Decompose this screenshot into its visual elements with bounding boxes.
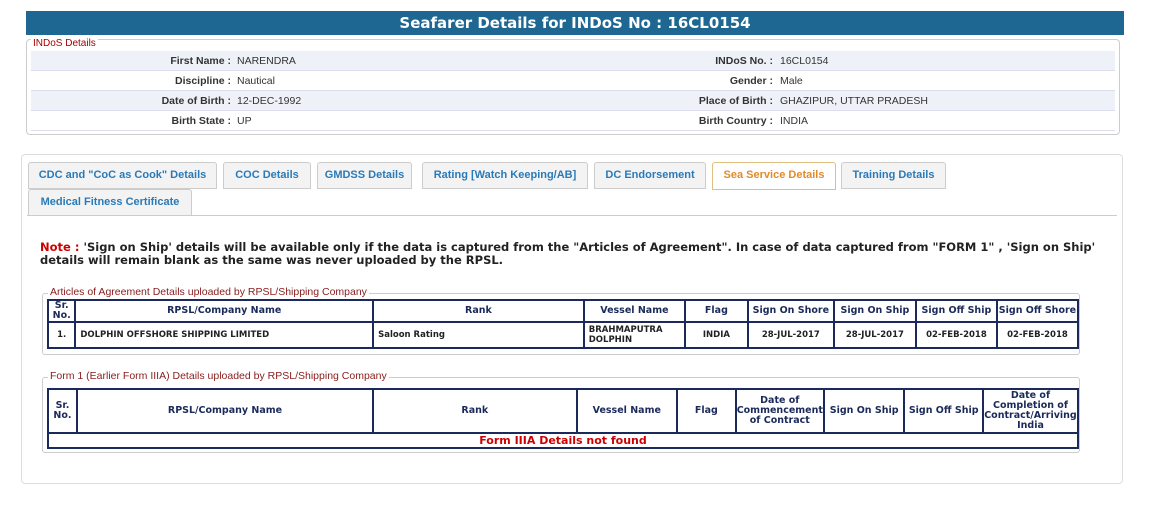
table-row xyxy=(48,433,1078,448)
articles-table xyxy=(47,299,1079,349)
first-name-value: NARENDRA xyxy=(237,55,296,67)
birth-state-label: Birth State : xyxy=(171,115,231,127)
page-title: Seafarer Details for INDoS No : 16CL0154 xyxy=(26,11,1124,35)
col-date-commencement: Date of Commencement of Contract xyxy=(736,389,824,433)
tab-rating[interactable]: Rating [Watch Keeping/AB] xyxy=(422,162,588,189)
cell-sign-off-shore: 02-FEB-2018 xyxy=(997,322,1078,348)
col-rank: Rank xyxy=(373,300,584,322)
col-vessel: Vessel Name xyxy=(584,300,685,322)
note xyxy=(40,241,1108,267)
table-header-row xyxy=(48,389,1078,433)
col-sign-off-ship: Sign Off Ship xyxy=(904,389,983,433)
cell-sign-on-ship: 28-JUL-2017 xyxy=(834,322,916,348)
detail-row xyxy=(31,111,1115,131)
col-sign-off-shore: Sign Off Shore xyxy=(997,300,1078,322)
tab-medical-fitness[interactable]: Medical Fitness Certificate xyxy=(28,189,192,216)
cell-company: DOLPHIN OFFSHORE SHIPPING LIMITED xyxy=(75,322,373,348)
detail-row xyxy=(31,51,1115,71)
col-sr-no: Sr. No. xyxy=(48,389,77,433)
col-sign-off-ship: Sign Off Ship xyxy=(916,300,997,322)
dob-value: 12-DEC-1992 xyxy=(237,95,302,107)
place-of-birth-label: Place of Birth : xyxy=(698,95,773,107)
col-vessel: Vessel Name xyxy=(577,389,677,433)
cell-vessel: BRAHMAPUTRA DOLPHIN xyxy=(584,322,685,348)
note-label: Note : xyxy=(40,240,80,254)
cell-flag: INDIA xyxy=(685,322,748,348)
col-sr-no: Sr. No. xyxy=(48,300,75,322)
gender-value: Male xyxy=(780,75,803,87)
tab-gmdss[interactable]: GMDSS Details xyxy=(317,162,412,189)
form1-legend: Form 1 (Earlier Form IIIA) Details uploaded by RPSL/Shipping Company xyxy=(50,370,387,382)
birth-country-value: INDIA xyxy=(780,115,809,127)
birth-state-value: UP xyxy=(237,115,252,127)
dob-label: Date of Birth : xyxy=(161,95,231,107)
tab-dc-endorsement[interactable]: DC Endorsement xyxy=(594,162,706,189)
tab-sea-service[interactable]: Sea Service Details xyxy=(712,162,836,190)
tab-cdc-coc-cook[interactable]: CDC and "CoC as Cook" Details xyxy=(28,162,217,189)
col-sign-on-ship: Sign On Ship xyxy=(834,300,916,322)
col-flag: Flag xyxy=(685,300,748,322)
articles-fieldset xyxy=(42,286,1080,355)
col-rank: Rank xyxy=(373,389,576,433)
first-name-label: First Name : xyxy=(170,55,231,67)
articles-legend: Articles of Agreement Details uploaded by RPSL/Shipping Company xyxy=(50,286,367,298)
cell-sign-off-ship: 02-FEB-2018 xyxy=(916,322,997,348)
birth-country-label: Birth Country : xyxy=(698,115,773,127)
cell-sign-on-shore: 28-JUL-2017 xyxy=(748,322,834,348)
col-sign-on-shore: Sign On Shore xyxy=(748,300,834,322)
gender-label: Gender : xyxy=(729,75,773,87)
empty-message: Form IIIA Details not found xyxy=(48,433,1078,448)
form1-fieldset xyxy=(42,370,1080,453)
table-header-row xyxy=(48,300,1078,322)
tab-coc[interactable]: COC Details xyxy=(223,162,311,189)
detail-row xyxy=(31,71,1115,91)
discipline-value: Nautical xyxy=(237,75,275,87)
form1-table xyxy=(47,388,1079,449)
indos-no-label: INDoS No. : xyxy=(715,55,773,67)
cell-rank: Saloon Rating xyxy=(373,322,584,348)
col-flag: Flag xyxy=(677,389,736,433)
table-row xyxy=(48,322,1078,348)
indos-legend: INDoS Details xyxy=(33,38,96,49)
col-sign-on-ship: Sign On Ship xyxy=(824,389,905,433)
detail-row xyxy=(31,91,1115,111)
note-text: 'Sign on Ship' details will be available only if the data is captured from the "Articles of Agreement". In case of data captured from "FORM 1" , 'Sign on Ship' details will remain blank as the same was never uploaded by the RPSL. xyxy=(40,240,1096,267)
discipline-label: Discipline : xyxy=(174,75,231,87)
indos-no-value: 16CL0154 xyxy=(780,55,829,67)
place-of-birth-value: GHAZIPUR, UTTAR PRADESH xyxy=(780,95,928,107)
tabs-panel xyxy=(21,154,1123,484)
indos-details-panel xyxy=(26,39,1120,135)
col-company: RPSL/Company Name xyxy=(77,389,373,433)
col-date-completion: Date of Completion of Contract/Arriving India xyxy=(984,390,1077,431)
tab-divider xyxy=(27,215,1117,216)
cell-sr-no: 1. xyxy=(48,322,75,348)
tab-training[interactable]: Training Details xyxy=(841,162,946,189)
col-company: RPSL/Company Name xyxy=(75,300,373,322)
